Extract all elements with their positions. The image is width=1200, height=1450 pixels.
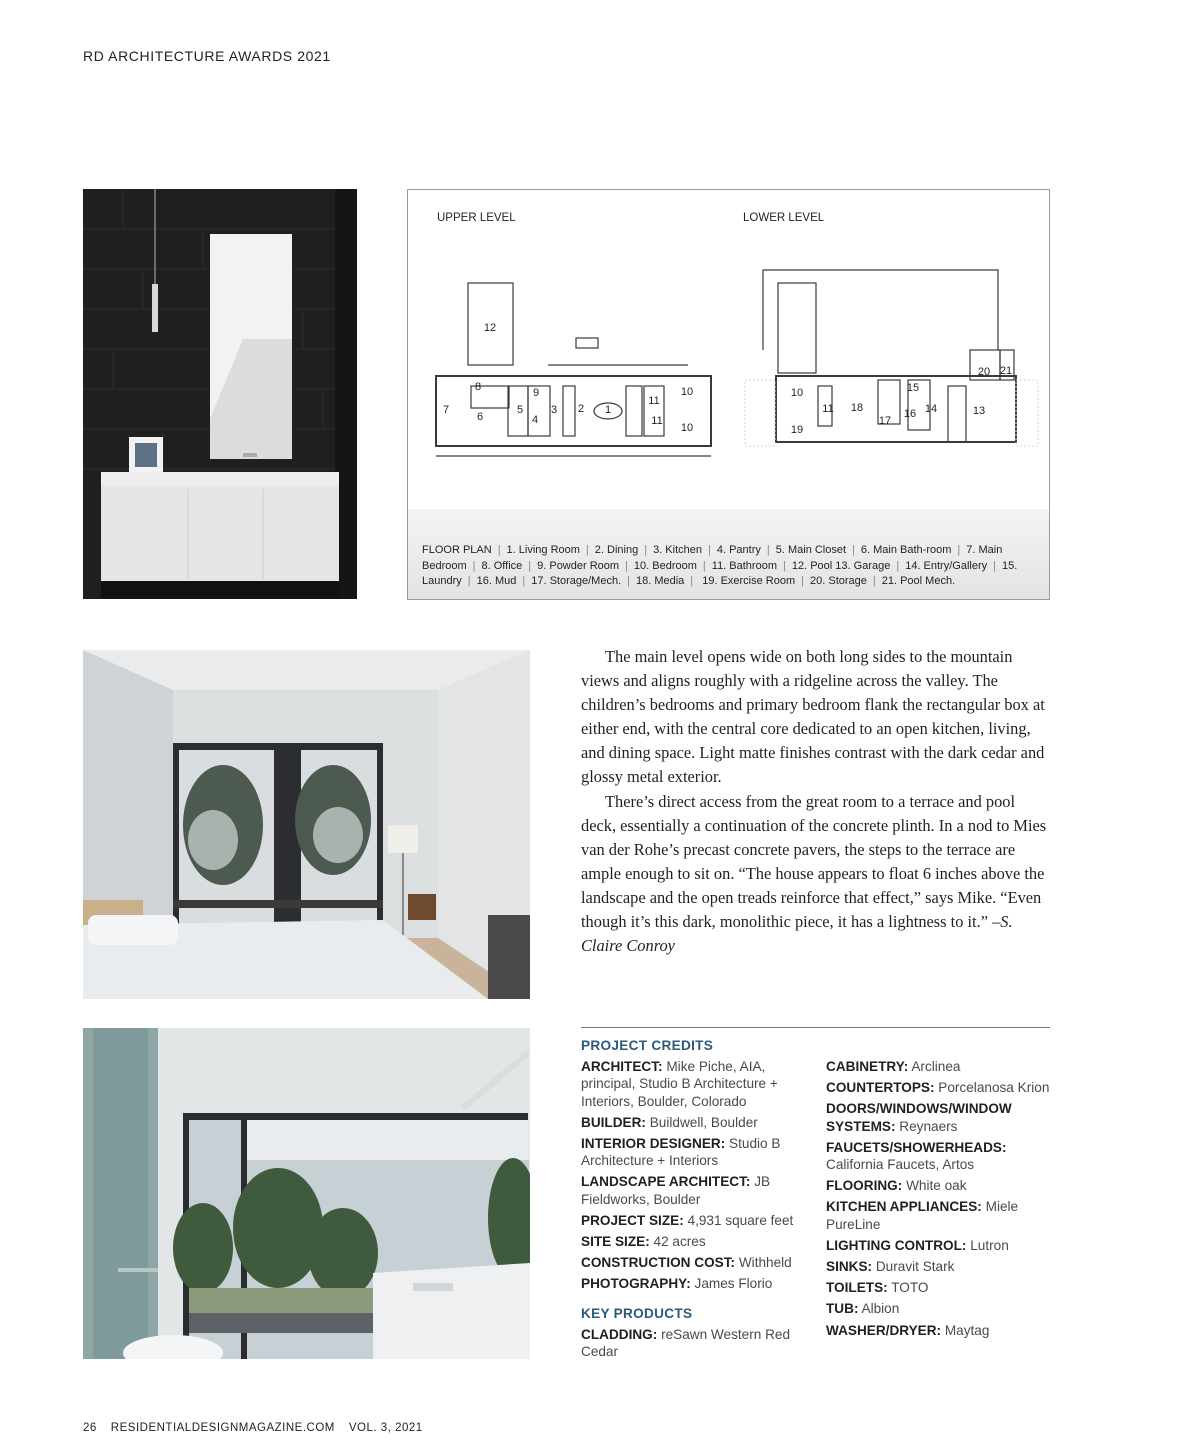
plan-number: 17 <box>878 415 892 427</box>
article-paragraph-2-text: There’s direct access from the great room to a terrace and pool deck, essentially a continuation of the concrete plinth. In a nod to Mies van der Rohe’s precast concrete pavers, the steps to the terrace are ample enough to sit on. “The house appears to float 6 inches above the landscape and the open treads reinforce that effect,” says Mike. “Even though it’s this dark, monolithic piece, it has a lightness to it.” <box>581 791 1047 932</box>
page-footer <box>83 1422 437 1434</box>
photo-bedroom <box>83 650 530 999</box>
credit-tub: TUB: Albion <box>826 1301 900 1317</box>
legend-item: 11. Bathroom <box>711 559 777 572</box>
page-number: 26 <box>83 1422 97 1434</box>
legend-item: 19. Exercise Room <box>702 575 796 587</box>
credit-flooring: FLOORING: White oak <box>826 1178 967 1194</box>
plan-number: 7 <box>442 404 450 416</box>
legend-item: 15. Laundry <box>422 559 1018 587</box>
plan-number: 14 <box>924 403 938 415</box>
credit-sinks: SINKS: Duravit Stark <box>826 1259 955 1275</box>
footer-site: RESIDENTIALDESIGNMAGAZINE.COM <box>110 1422 335 1434</box>
plan-number: 19 <box>790 424 804 436</box>
project-credits-heading: PROJECT CREDITS <box>581 1038 714 1053</box>
legend-item: 13. Garage <box>835 559 891 572</box>
article-byline: –S. Claire Conroy <box>581 912 1013 956</box>
plan-number: 2 <box>577 403 585 415</box>
legend-item: 3. Kitchen <box>653 544 702 556</box>
credit-landscape-architect: LANDSCAPE ARCHITECT: JB Fieldworks, Boulder <box>581 1174 771 1207</box>
lower-level-label: LOWER LEVEL <box>743 212 825 224</box>
credit-interior-designer: INTERIOR DESIGNER: Studio B Architecture + Interiors <box>581 1136 781 1169</box>
plan-number: 13 <box>972 405 986 417</box>
photo-powder-room <box>83 189 357 599</box>
plan-number: 12 <box>483 322 497 334</box>
credit-kitchen-appliances: KITCHEN APPLIANCES: Miele PureLine <box>826 1199 1019 1232</box>
legend-item: 4. Pantry <box>716 544 761 556</box>
plan-number: 10 <box>680 422 694 434</box>
credit-architect: ARCHITECT: Mike Piche, AIA, principal, Studio B Architecture + Interiors, Boulder, Colorado <box>581 1059 778 1109</box>
article-paragraph-1: The main level opens wide on both long sides to the mountain views and aligns roughly with a ridgeline across the valley. The children’s bedrooms and primary bedroom flank the rectangular box at either end, with the central core dedicated to an open kitchen, living, and dining space. Light matte finishes contrast with the dark cedar and glossy metal exterior. <box>581 647 1045 787</box>
credit-toilets: TOILETS: TOTO <box>826 1280 929 1296</box>
plan-number: 6 <box>476 411 484 423</box>
credit-construction-cost: CONSTRUCTION COST: Withheld <box>581 1255 792 1271</box>
running-header: RD ARCHITECTURE AWARDS 2021 <box>83 48 331 64</box>
credit-faucets: FAUCETS/SHOWERHEADS: California Faucets, Artos <box>826 1139 1007 1173</box>
legend-item: 20. Storage <box>810 575 867 587</box>
credit-cladding: CLADDING: reSawn Western Red Cedar <box>581 1326 791 1360</box>
plan-number: 10 <box>790 387 804 399</box>
floor-plan-legend <box>408 509 1049 599</box>
credit-doors-windows: DOORS/WINDOWS/WINDOW SYSTEMS: Reynaers <box>826 1101 1012 1134</box>
plan-number: 3 <box>550 404 558 416</box>
plan-number: 20 <box>977 366 991 378</box>
legend-item: 8. Office <box>481 559 523 572</box>
plan-number: 1 <box>604 404 612 416</box>
legend-item: 16. Mud <box>476 575 517 587</box>
legend-item: 17. Storage/Mech. <box>531 575 622 587</box>
plan-number: 18 <box>850 402 864 414</box>
credit-cabinetry: CABINETRY: Arclinea <box>826 1059 961 1074</box>
legend-item: 2. Dining <box>594 544 639 556</box>
credit-countertops: COUNTERTOPS: Porcelanosa Krion <box>826 1080 1050 1096</box>
credit-builder: BUILDER: Buildwell, Boulder <box>581 1114 758 1130</box>
legend-item: 9. Powder Room <box>537 559 620 572</box>
floor-plan-panel <box>407 189 1050 600</box>
legend-text: FLOOR PLAN | 1. Living Room | 2. Dining | 3. Kitchen | 4. Pantry | 5. Main Closet | 6. Main Bath-room | 7. Main Bedroom | 8. Office | 9. Powder Room | 10. Bedroom | 11. Bathroom | 12. Pool 13. Garage | 14. Entry/Gallery | 15. Laundry | 16. Mud | 17. Storage/Mech. | 18. Media | 19. Exercise Room | 20. Storage | 21. Pool Mech. <box>422 544 1018 587</box>
credit-washer-dryer: WASHER/DRYER: Maytag <box>826 1322 990 1338</box>
article-body <box>581 645 1051 958</box>
plan-number: 4 <box>531 414 539 426</box>
legend-item: 12. Pool <box>791 559 833 572</box>
credit-lighting-control: LIGHTING CONTROL: Lutron <box>826 1237 1009 1253</box>
legend-item: 10. Bedroom <box>633 559 697 572</box>
plan-number: 5 <box>516 404 524 416</box>
legend-item: 14. Entry/Gallery <box>905 559 988 572</box>
legend-item: 5. Main Closet <box>775 544 847 556</box>
plan-number: 21 <box>999 365 1013 377</box>
upper-level-label: UPPER LEVEL <box>437 212 516 224</box>
plan-number: 8 <box>474 381 482 393</box>
credits-right-column <box>826 1058 1050 1343</box>
legend-title: FLOOR PLAN <box>422 544 492 556</box>
legend-item: 1. Living Room <box>506 544 580 556</box>
article-paragraph-2 <box>581 790 1051 959</box>
plan-number: 16 <box>903 408 917 420</box>
legend-item: 6. Main Bath-room <box>860 544 952 556</box>
credit-site-size: SITE SIZE: 42 acres <box>581 1234 706 1250</box>
footer-volume: VOL. 3, 2021 <box>348 1422 423 1434</box>
plan-number: 11 <box>822 403 834 415</box>
plan-number: 11 <box>648 395 660 407</box>
credit-photography: PHOTOGRAPHY: James Florio <box>581 1276 773 1292</box>
credits-rule <box>581 1027 1050 1028</box>
plan-number: 15 <box>906 382 920 394</box>
legend-item: 7. Main Bedroom <box>422 544 1003 572</box>
legend-item: 21. Pool Mech. <box>881 575 956 587</box>
floor-plan-drawing <box>408 190 1049 510</box>
key-products-heading: KEY PRODUCTS <box>581 1305 693 1321</box>
plan-number: 9 <box>532 387 540 399</box>
legend-item: 18. Media <box>635 575 685 587</box>
plan-number: 11 <box>651 415 663 427</box>
plan-number: 10 <box>680 386 694 398</box>
photo-bathroom <box>83 1028 530 1359</box>
credits-left-column <box>581 1037 813 1364</box>
credit-project-size: PROJECT SIZE: 4,931 square feet <box>581 1212 794 1228</box>
